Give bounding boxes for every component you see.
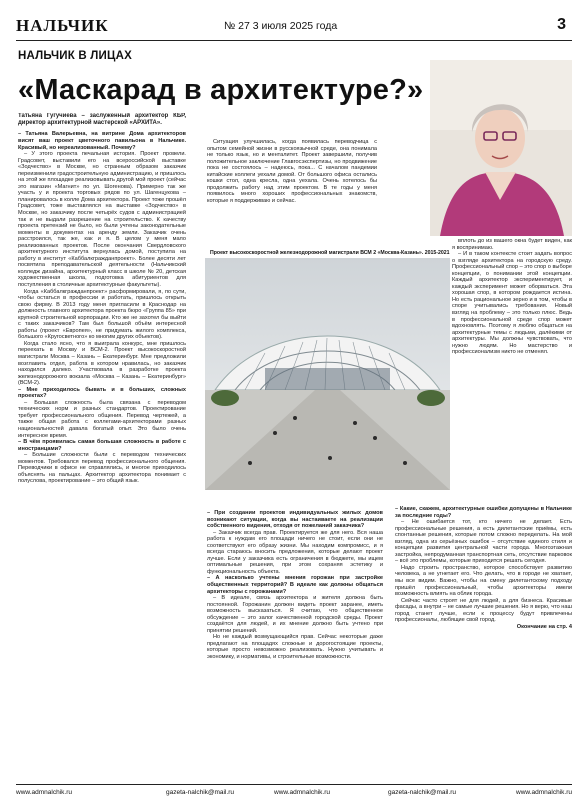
newspaper-title: НАЛЬЧИК xyxy=(16,16,109,35)
paragraph: Ситуация улучшилась, когда появилась переводчица с опытом семейной жизни в русскоязычной среде, она понимала не только язык, но и менталитет. Проект завершили, получив положительное заключение Главгосэкспертизы, но продвижение пока не состоялось – надеюсь, пока... С началом пандемии китайские коллеги уехали домой. От большого офиса остались кошки стол, одна кресла, одна уехала. Очень хотелось бы продолжить работу над этим проектом. В те годы у меня появилось много хороших профессиональных знакомств, которые я поддерживаю и сейчас. xyxy=(207,139,377,204)
article-headline: «Маскарад в архитектуре?» xyxy=(18,74,424,106)
continued-note: Окончание на стр. 4 xyxy=(516,623,572,630)
question: – При создании проектов индивидуальных жилых домов возникают ситуации, когда вы настаиваете на реализации собственного видения, отходя от пожеланий заказчика? xyxy=(207,510,383,530)
question: – Мне приходилось бывать и в больших, сложных проектах? xyxy=(18,386,186,400)
portrait-photo xyxy=(430,60,572,236)
page-number: 3 xyxy=(557,16,566,33)
footer-link[interactable]: www.admnalchik.ru xyxy=(516,789,572,796)
paragraph: – И в таком контексте стоит задать вопрос о взгляде архитектора на городскую среду. Профессиональный спор – это спор о выборе концепции, о понимании этой концепции. Каждый архитектор экспериментирует, и каждый эксперимент может оборваться. Эта хорошая спор, в котором рождается истина. Но есть рациональное зерно и в том, чтобы в споре учитывались требования. Новый взгляд на проблему – это только плюс. Ведь в профессиональной среде спор может вдохновлять. Поэтому я люблю общаться на архитектурные темы с людьми, далёкими от архитектуры. Мы должны чувствовать, что нужно людям. Но мастерство и профессионализм никто не отменял. xyxy=(452,251,572,356)
article-column-2-top xyxy=(207,139,377,249)
issue-date: № 27 3 июля 2025 года xyxy=(224,20,338,32)
paragraph: Сейчас часто строят не для людей, а для бизнеса. Красивые фасады, а внутри – не самые лучшие решения. Но я верю, что наш город станет лучше, если к процессу будут привлечены профессионалы, любящие свой город. xyxy=(395,597,572,624)
paragraph: – Большие сложности были с переводом технических моментов. Требовался перевод профессионального общения. Переводчики в офисе не справлялись, и многое приходилось объяснять на пальцах. Архитектор архитектора понимает с полуслова, проектирование – это общий язык. xyxy=(18,452,186,485)
photo-caption: Проект высокоскоростной железнодорожной магистрали ВСМ 2 «Москва-Казань». 2015-2021 xyxy=(210,250,450,256)
footer-email[interactable]: gazeta-nalchik@mail.ru xyxy=(166,789,235,796)
footer-link[interactable]: www.admnalchik.ru xyxy=(16,789,72,796)
masthead xyxy=(16,16,572,41)
footer-link[interactable]: www.admnalchik.ru xyxy=(274,789,330,796)
paragraph: вплоть до из вашего окна будет виден, как я воспринимаю. xyxy=(452,238,572,251)
paragraph: – В идеале, связь архитектора и жителя должна быть постоянной. Горожанин должен видеть проект заранее, иметь возможность высказаться. Я считаю, что общественное обсуждение – это залог качественной городской среды. Проект создаётся для людей, и их мнение должно быть учтено при принятии решений. xyxy=(207,595,383,634)
page-footer xyxy=(16,784,572,799)
section-rubric: НАЛЬЧИК В ЛИЦАХ xyxy=(18,50,132,62)
question: – А насколько учтены мнения горожан при застройке общественных территорий? В идеале как должны общаться архитекторы с горожанами? xyxy=(207,575,383,595)
article-column-1 xyxy=(18,113,186,783)
paragraph: – Большая сложность была связана с переводом технических норм и разных стандартов. Проектирование требует профессионального общения. Перевод чертежей, а также общая работа с коллегами-архитекторами разных национальностей давала богатый опыт. Это было очень интересное время. xyxy=(18,399,186,439)
paragraph: – У этого проекта печальная история. Проект провели. Градсовет, выставили его на всероссийской выставке «Зодчество» в Москве, но странным образом заказчик переизменили градостроительную администрацию, и пришлось на этой же площадке реализовывать другой мой проект (сейчас это магазин «Магнит» по ул. Шогенова). Примерно так же участь у и проекта торговых рядов по ул. Шагенцукова – планировалось в колле Дома архитектора. Проект тоже прошёл Градсовет, тоже выставлялся на выставке «Зодчество» в Москве, но заказчику после четырёх судов с администрацией так и не выдали разрешение на строительство. К качеству проекта претензий не было, но были учтены законодательные моменты в документах на аренду земли. Заказчик очень расстроился, так же, как и я. В целом у меня мало реализованных проектов. После окончания Свердловского архитектурного института вернулась домой, поступила на работу в институт «Каббалкгражданпроект». Более десяти лет посвятила преподавательской деятельности (Нальчикский колледж дизайна, архитектурный класс в школе № 20, детская художественная школа, подготовка абитуриентов для поступления в столичные архитектурные факультеты). xyxy=(18,151,186,288)
article-column-2-bottom xyxy=(207,510,383,782)
paragraph: – Не ошибается тот, кто ничего не делает. Есть профессиональные решения, а есть дилетантские приёмы, есть спонтанные решения, которые потом сложно переделать. На мой взгляд, одна из серьёзных ошибок – отсутствие единого стиля и концепции развития центральной части города. Многоэтажная застройка, непродуманная транспортная сеть, отсутствие парковок – всё это проблемы, которые приходится решать сегодня. xyxy=(395,519,572,565)
footer-email[interactable]: gazeta-nalchik@mail.ru xyxy=(388,789,457,796)
question: – В чём проявилась самая большая сложность в работе с иностранцами? xyxy=(18,439,186,452)
paragraph: – Заказчик всегда прав. Проектируется же для него. Вся наша работа к нуждам его площади ничего не стоит, если они не соответствуют его образу жизни. Мы находим компромисс, и я всегда стараюсь вносить предложения, которые делают проект лучше. Если у заказчика есть ограничения в бюджете, мы ищем оптимальные решения, при этом сохраняя эстетику и функциональность объекта. xyxy=(207,529,383,575)
paragraph: Но не каждый возмущающийся прав. Сейчас некоторые даже предлагают на площадях сложные и дорогостоящие проекты, которые просто невозможно реализовать. Нужно учитывать и экономику, и нормативы, и строительные возможности. xyxy=(207,634,383,661)
station-render-photo xyxy=(205,258,450,490)
question: – Татьяна Валерьевна, на витрине Дома архитекторов висят ваш проект цветочного павильона в Нальчике. Красивый, но нереализованный. Почему? xyxy=(18,131,186,151)
paragraph: Когда «Каббалкгражданпроект» расформировали, я, по сути, чтобы остаться в профессии и работать, пришлось открыть свою фирму. В 2013 году меня пригласили в Краснодар на должность главного архитектора проекта бюро «Группа 85» при крупной строительной корпорации. Кто же не захотел бы выйти с таких заказчиков? Там был большой объём интересной работы (проект «Европея», не придумать жилого комплекса, большого «Кругосветного» ко многим других объектов). xyxy=(18,288,186,341)
article-column-3-bottom xyxy=(395,506,572,782)
article-column-3-top xyxy=(452,238,572,483)
paragraph: Когда стало ясно, что я выиграла конкурс, мне пришлось переехать в Москву и ВСМ-2. Проект высокоскоростной магистрали Москва – Казань – Екатеринбург. Мне предложили возглавить отдел, работа в котором нравилась, но заказчик находился далеко. Участвовала в разработке проекта железнодорожного вокзала «Москва – Казань – Екатеринбург» (ВСМ-2). xyxy=(18,340,186,387)
question: – Какие, скажем, архитектурные ошибки допущены в Нальчике за последние годы? xyxy=(395,506,572,519)
paragraph: Надо строить пространство, которое способствует развитию человека, а не угнетает его. Что делать, что в городе не хватает, мы все видим. Важно, чтобы на смену дилетантскому подходу пришёл профессиональный, чтобы архитекторы имели возможность влиять на облик города. xyxy=(395,564,572,598)
author-intro: Татьяна Гугучиева – заслуженный архитектор КБР, директор архитектурной мастерской «АРХИТА». xyxy=(18,113,186,127)
